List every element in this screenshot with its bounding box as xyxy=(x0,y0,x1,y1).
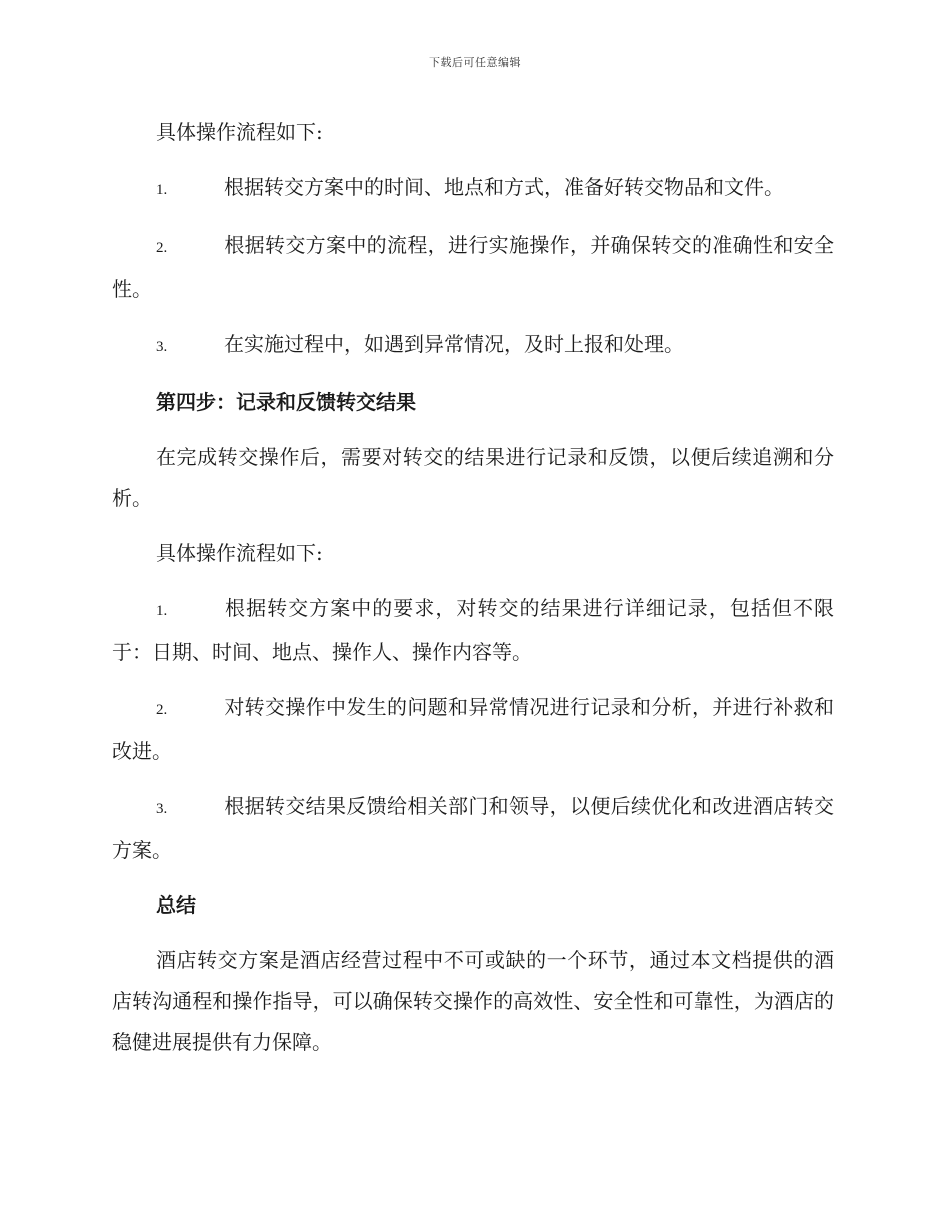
page-header: 下载后可任意编辑 xyxy=(429,56,521,69)
list-item-number: 1. xyxy=(156,182,168,198)
list-item-text: 根据转交方案中的时间、地点和方式，准备好转交物品和文件。 xyxy=(224,175,784,199)
list-item xyxy=(112,167,834,211)
list-item xyxy=(112,324,834,368)
list-item-number: 3. xyxy=(156,801,168,817)
list-item xyxy=(112,588,834,673)
list-item-text: 根据转交方案中的要求，对转交的结果进行详细记录，包括但不限于：日期、时间、地点、操作人、操作内容等。 xyxy=(112,596,834,664)
list-item-number: 2. xyxy=(156,240,168,256)
paragraph-summary: 酒店转交方案是酒店经营过程中不可或缺的一个环节，通过本文档提供的酒店转沟通程和操作指导，可以确保转交操作的高效性、安全性和可靠性，为酒店的稳健进展提供有力保障。 xyxy=(112,948,834,1054)
list-item xyxy=(112,225,834,310)
list-item xyxy=(112,687,834,772)
list-item xyxy=(112,786,834,871)
section-heading-summary: 总结 xyxy=(156,893,196,917)
paragraph-procedure-intro-2: 具体操作流程如下: xyxy=(156,541,323,565)
paragraph-step4-intro: 在完成转交操作后，需要对转交的结果进行记录和反馈，以便后续追溯和分析。 xyxy=(112,445,834,510)
list-item-number: 3. xyxy=(156,339,168,355)
list-item-text: 在实施过程中，如遇到异常情况，及时上报和处理。 xyxy=(224,332,684,356)
document-body xyxy=(112,112,834,1077)
list-item-text: 根据转交结果反馈给相关部门和领导，以便后续优化和改进酒店转交方案。 xyxy=(112,794,834,862)
paragraph-procedure-intro: 具体操作流程如下: xyxy=(156,120,323,144)
section-heading-step4: 第四步：记录和反馈转交结果 xyxy=(156,390,416,414)
list-item-number: 1. xyxy=(156,603,168,619)
list-item-number: 2. xyxy=(156,702,168,718)
list-item-text: 对转交操作中发生的问题和异常情况进行记录和分析，并进行补救和改进。 xyxy=(112,695,834,763)
list-item-text: 根据转交方案中的流程，进行实施操作，并确保转交的准确性和安全性。 xyxy=(112,233,834,301)
